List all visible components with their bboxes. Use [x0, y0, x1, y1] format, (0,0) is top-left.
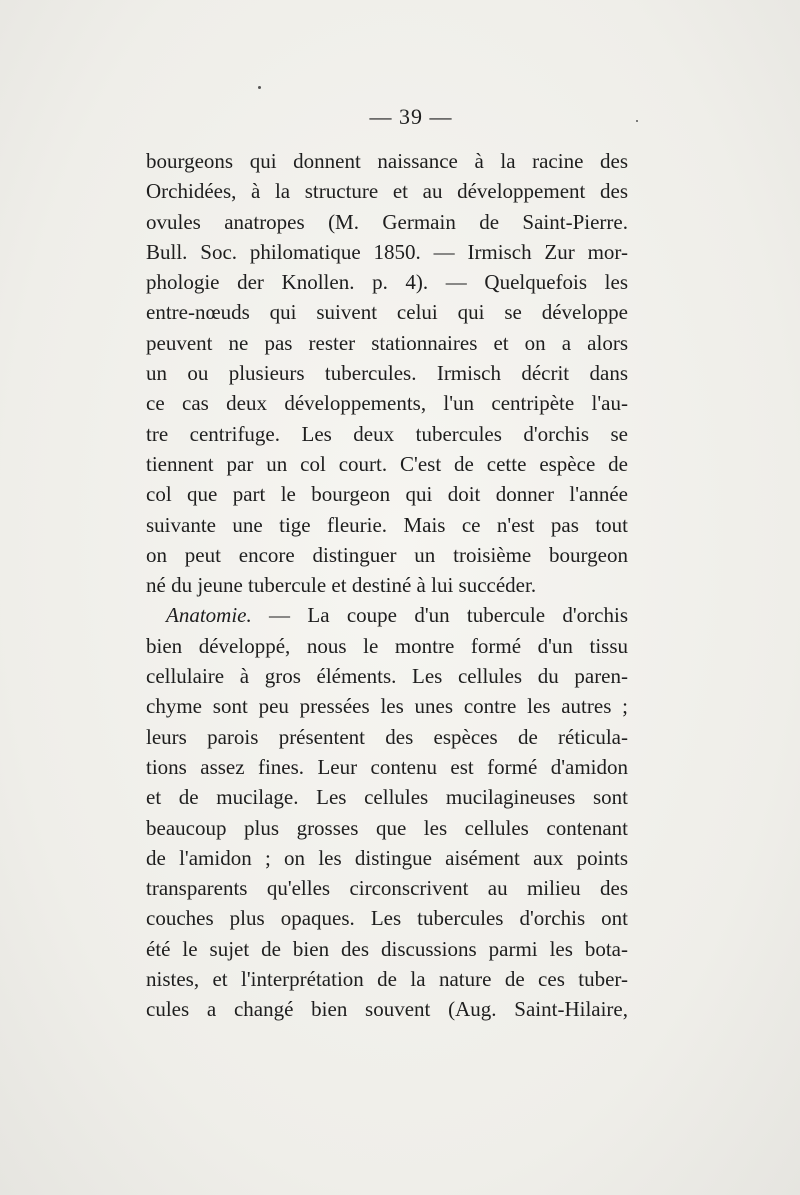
text-line: Orchidées, à la structure et au développement des [146, 179, 628, 204]
text-line: tions assez fines. Leur contenu est formé d'amidon [146, 754, 628, 779]
text-line: suivante une tige fleurie. Mais ce n'est pas tout [146, 512, 628, 537]
text-line: peuvent ne pas rester stationnaires et on a alors [146, 330, 628, 355]
text-line: nistes, et l'interprétation de la nature de ces tuber- [146, 967, 628, 992]
text-line: chyme sont peu pressées les unes contre les autres ; [146, 694, 628, 719]
anatomie-paragraph-start [146, 600, 628, 630]
anatomie-heading: Anatomie. [166, 603, 252, 628]
text-line: transparents qu'elles circonscrivent au milieu des [146, 876, 628, 901]
text-line: beaucoup plus grosses que les cellules contenant [146, 815, 628, 840]
body-text [146, 146, 628, 1025]
page-number: — 39 — [369, 104, 453, 129]
text-line: phologie der Knollen. p. 4). — Quelquefois les [146, 270, 628, 295]
text-line: bourgeons qui donnent naissance à la racine des [146, 149, 628, 173]
text-line: ce cas deux développements, l'un centripète l'au- [146, 391, 628, 416]
text-line: leurs parois présentent des espèces de réticula- [146, 724, 628, 749]
text-line: tre centrifuge. Les deux tubercules d'orchis se [146, 421, 628, 446]
text-line: un ou plusieurs tubercules. Irmisch décrit dans [146, 361, 628, 386]
text-line: Bull. Soc. philomatique 1850. — Irmisch Zur mor- [146, 239, 628, 264]
text-line: né du jeune tubercule et destiné à lui succéder. [146, 573, 537, 598]
text-line: cules a changé bien souvent (Aug. Saint-Hilaire, [146, 997, 628, 1022]
text-line: bien développé, nous le montre formé d'un tissu [146, 633, 628, 658]
text-line: couches plus opaques. Les tubercules d'orchis ont [146, 906, 628, 931]
text-line-fragment: — La coupe d'un tubercule d'orchis [251, 603, 628, 628]
text-line: cellulaire à gros éléments. Les cellules du paren- [146, 664, 628, 689]
text-line: tiennent par un col court. C'est de cette espèce de [146, 451, 628, 476]
text-line: et de mucilage. Les cellules mucilagineuses sont [146, 785, 628, 810]
text-line: été le sujet de bien des discussions parmi les bota- [146, 936, 628, 961]
text-line: col que part le bourgeon qui doit donner l'année [146, 482, 628, 507]
text-line: ovules anatropes (M. Germain de Saint-Pierre. [146, 209, 628, 234]
ink-speck [258, 86, 261, 89]
text-line: on peut encore distinguer un troisième bourgeon [146, 542, 628, 567]
text-line: entre-nœuds qui suivent celui qui se développe [146, 300, 628, 325]
text-line: de l'amidon ; on les distingue aisément aux points [146, 845, 628, 870]
